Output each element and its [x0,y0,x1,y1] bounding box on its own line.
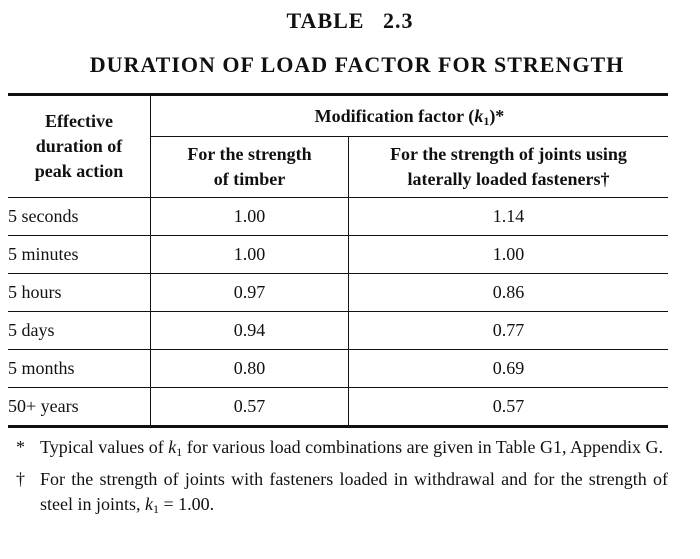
header-modification-text: Modification factor ( [314,105,475,126]
footnote-text-before: For the strength of joints with fasteners loaded in withdrawal and for the strength of steel in joints, [40,469,668,514]
table-row [8,350,668,388]
cell-joints-factor: 1.14 [492,206,525,226]
cell-timber-factor: 1.00 [151,198,349,236]
footnote-dagger [8,467,668,517]
footnote-symbol: k [168,437,177,457]
footnote-text [40,435,668,460]
cell-duration: 5 seconds [8,198,151,236]
cell-joints-factor: 0.86 [492,282,525,302]
footnote-subscript: 1 [176,445,183,459]
footnote-asterisk [8,435,668,460]
header-timber-line-1: For the strength [187,144,312,164]
footnote-symbol: k [145,494,153,514]
header-strength-of-timber [151,137,349,198]
footnote-subscript: 1 [153,502,159,516]
footnote-text-after: = 1.00. [159,494,215,514]
table-footnotes [8,435,668,517]
table-row [8,388,668,427]
header-joints-line-1: For the strength of joints using [390,144,627,164]
footnote-mark: † [16,469,25,489]
table-row [8,198,668,236]
cell-duration: 5 minutes [8,236,151,274]
header-modification-symbol: k [474,105,484,126]
footnote-mark: * [16,437,25,457]
header-modification-factor [151,95,669,137]
footnote-text-before: Typical values of [40,437,169,457]
header-effective-duration [8,95,151,198]
cell-timber-factor: 0.94 [151,312,349,350]
cell-duration: 50+ years [8,388,151,427]
header-duration-line-1: Effective [45,111,113,131]
cell-timber-factor: 0.80 [151,350,349,388]
footnote-text [40,467,668,517]
header-modification-subscript: 1 [483,113,490,128]
footnote-text-after: for various load combinations are given in Table G1, Appendix G. [182,437,664,457]
header-strength-of-joints [349,137,669,198]
table-title: DURATION OF LOAD FACTOR FOR STRENGTH [89,52,625,77]
cell-joints-factor: 0.57 [492,396,525,416]
table-number: TABLE 2.3 [286,8,414,33]
duration-of-load-table [8,93,668,428]
table-row [8,274,668,312]
cell-timber-factor: 0.57 [151,388,349,427]
cell-duration: 5 months [8,350,151,388]
header-duration-line-2: duration of [35,136,123,156]
header-timber-line-2: of timber [213,169,286,189]
table-row [8,236,668,274]
cell-duration: 5 hours [8,274,151,312]
cell-duration: 5 days [8,312,151,350]
table-row [8,312,668,350]
cell-joints-factor: 0.69 [492,358,525,378]
cell-timber-factor: 0.97 [151,274,349,312]
header-joints-line-2: laterally loaded fasteners† [407,169,610,189]
cell-timber-factor: 1.00 [151,236,349,274]
cell-joints-factor: 1.00 [492,244,525,264]
header-duration-line-3: peak action [34,161,124,181]
cell-joints-factor: 0.77 [492,320,525,340]
header-modification-suffix: )* [489,105,505,126]
